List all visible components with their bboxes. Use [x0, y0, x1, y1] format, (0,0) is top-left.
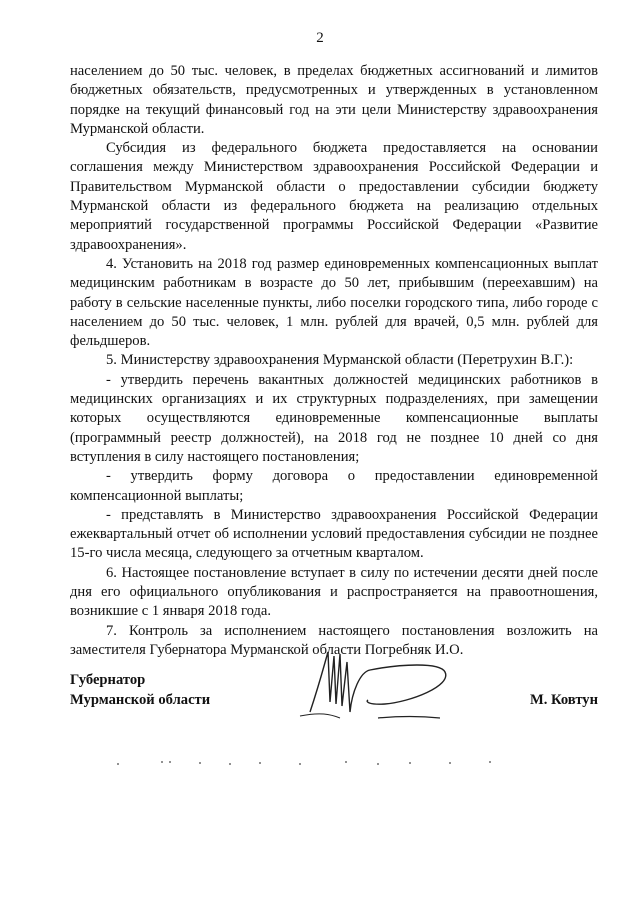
paragraph-continuation: населением до 50 тыс. человек, в пределах бюджетных ассигнований и лимитов бюджетных обязательств, предусмотренных и утвержденных в установленном порядке на текущий финансовый год на эти цели Министерству здравоохранения Мурманской области. [70, 63, 598, 137]
paragraph-bullet-2: - утвердить форму договора о предоставлении единовременной компенсационной выплаты; [70, 468, 598, 504]
signatory-name: М. Ковтун [529, 692, 598, 708]
signatory-title [70, 670, 210, 710]
scan-noise-dots [110, 742, 500, 772]
document-body [70, 62, 598, 660]
paragraph-item-5: 5. Министерству здравоохранения Мурманской области (Перетрухин В.Г.): [106, 352, 574, 369]
paragraph-item-7: 7. Контроль за исполнением настоящего постановления возложить на заместителя Губернатора Мурманской области Погребняк И.О. [70, 622, 598, 658]
handwritten-signature [270, 642, 470, 732]
paragraph-bullet-1: - утвердить перечень вакантных должностей медицинских работников в медицинских организациях и их структурных подразделениях, при замещении которых осуществляются единовременные компенсационные выплаты (программный реестр должностей), на 2018 год не позднее 10 дней со дня вступления в силу настоящего постановления; [70, 371, 598, 465]
signatory-title-line2: Мурманской области [70, 692, 211, 708]
page-number: 2 [316, 30, 324, 46]
paragraph-item-6: 6. Настоящее постановление вступает в силу по истечении десяти дней после дня его официального опубликования и распространяется на правоотношения, возникшие с 1 января 2018 года. [70, 564, 598, 620]
paragraph-item-4: 4. Установить на 2018 год размер единовременных компенсационных выплат медицинским работникам в возрасте до 50 лет, прибывшим (переехавшим) на работу в сельские населенные пункты, либо поселки городского типа, либо городе с населением до 50 тыс. человек, 1 млн. рублей для врачей, 0,5 млн. рублей для фельдшеров. [70, 255, 598, 350]
signature-block [70, 670, 598, 730]
paragraph-bullet-3: - представлять в Министерство здравоохранения Российской Федерации ежеквартальный отчет об исполнении условий предоставления субсидии не позднее 15-го числа месяца, следующего за отчетным кварталом. [70, 506, 598, 562]
signatory-title-line1: Губернатор [70, 672, 146, 688]
paragraph-subsidy: Субсидия из федерального бюджета предоставляется на основании соглашения между Министерством здравоохранения Российской Федерации и Правительством Мурманской области о предоставлении субсидии бюджету Мурманской области из федерального бюджета на реализацию отдельных мероприятий государственной программы Российской Федерации «Развитие здравоохранения». [70, 140, 598, 253]
